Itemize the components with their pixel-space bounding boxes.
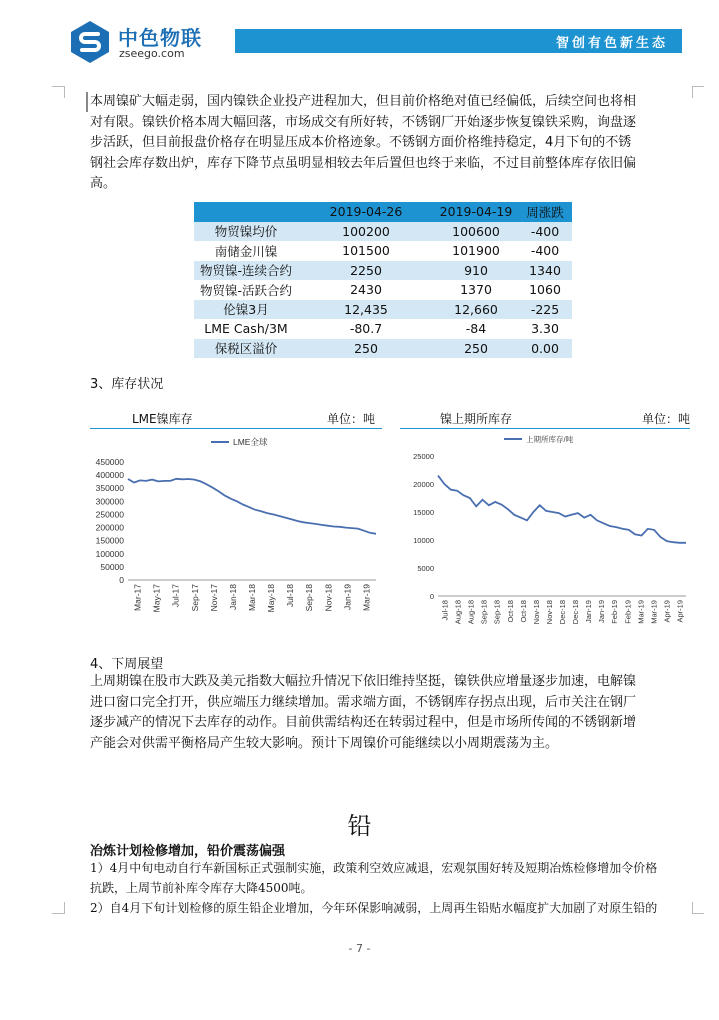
header-banner bbox=[235, 29, 682, 53]
table-cell: -400 bbox=[518, 222, 572, 242]
page-number: - 7 - bbox=[348, 942, 371, 955]
text-line: 上周期镍在股市大跌及美元指数大幅拉升情况下依旧维持坚挺，镍铁供应增量逐步加速，电解镍 bbox=[90, 674, 637, 689]
lead-points bbox=[90, 858, 690, 918]
y-tick-label: 450000 bbox=[95, 457, 124, 467]
x-tick-label: Jul-17 bbox=[170, 584, 181, 608]
table-cell: 100200 bbox=[298, 222, 434, 242]
x-tick-label: Sep-18 bbox=[479, 600, 489, 625]
x-tick-label: Nov-18 bbox=[544, 600, 554, 625]
table-cell: -225 bbox=[518, 300, 572, 320]
legend-label: 上期所库存/吨 bbox=[526, 435, 574, 444]
x-tick-label: Oct-18 bbox=[505, 600, 515, 623]
lead-subheading: 冶炼计划检修增加，铅价震荡偏强 bbox=[90, 844, 286, 859]
table-cell: 101900 bbox=[434, 241, 518, 261]
table-cell: 250 bbox=[298, 339, 434, 359]
table-cell: 1340 bbox=[518, 261, 572, 281]
frame-corner bbox=[52, 913, 64, 914]
table-cell: 物贸镍-连续合约 bbox=[194, 261, 298, 281]
text-line: 钢社会库存数出炉，库存下降节点虽明显相较去年后置但也终于来临，不过目前整体库存依旧偏 bbox=[90, 155, 637, 171]
y-tick-label: 200000 bbox=[95, 522, 124, 533]
table-cell: LME Cash/3M bbox=[194, 319, 298, 339]
y-tick-label: 20000 bbox=[413, 480, 434, 489]
x-tick-label: Dec-18 bbox=[571, 600, 581, 625]
frame-corner bbox=[692, 86, 704, 87]
text-line: 抗跌，上周节前补库令库存大降4500吨。 bbox=[90, 881, 313, 895]
table-cell: 1370 bbox=[434, 280, 518, 300]
table-cell: 12,660 bbox=[434, 300, 518, 320]
x-tick-label: Nov-18 bbox=[323, 584, 334, 612]
series-line bbox=[438, 476, 686, 543]
x-tick-label: Sep-18 bbox=[492, 600, 502, 625]
text-line: 对有限。镍铁价格本周大幅回落，市场成交有所好转，不锈钢厂开始逐步恢复镍铁采购，询盘逐 bbox=[90, 114, 637, 130]
y-tick-label: 50000 bbox=[100, 561, 124, 572]
y-tick-label: 0 bbox=[119, 575, 124, 585]
x-tick-label: Aug-18 bbox=[466, 600, 476, 625]
legend-label: LME全球 bbox=[233, 437, 268, 447]
table-header-cell: 2019-04-26 bbox=[298, 202, 434, 222]
lead-section-heading: 铅 bbox=[347, 812, 372, 840]
table-cell: 2430 bbox=[298, 280, 434, 300]
lme-nickel-inventory-chart bbox=[88, 430, 384, 630]
nickel-price-table bbox=[194, 202, 572, 358]
table-cell: 910 bbox=[434, 261, 518, 281]
y-tick-label: 25000 bbox=[413, 452, 434, 461]
series-line bbox=[128, 479, 376, 534]
table-cell: 0.00 bbox=[518, 339, 572, 359]
frame-corner bbox=[64, 902, 65, 914]
table-cell: 3.30 bbox=[518, 319, 572, 339]
frame-corner bbox=[64, 86, 65, 98]
table-cell: 100600 bbox=[434, 222, 518, 242]
table-cell: 1060 bbox=[518, 280, 572, 300]
table-cell: 2250 bbox=[298, 261, 434, 281]
x-tick-label: May-18 bbox=[266, 584, 277, 613]
y-tick-label: 15000 bbox=[413, 508, 434, 517]
x-tick-label: Mar-17 bbox=[132, 584, 143, 611]
x-tick-label: Nov-17 bbox=[208, 584, 219, 612]
table-row bbox=[194, 300, 572, 320]
table-cell: -84 bbox=[434, 319, 518, 339]
x-tick-label: Jan-19 bbox=[597, 600, 607, 623]
x-tick-label: Mar-18 bbox=[247, 584, 257, 611]
table-header-cell: 周涨跌 bbox=[518, 202, 572, 222]
x-tick-label: Sep-18 bbox=[304, 584, 315, 612]
text-line: 产能会对供需平衡格局产生较大影响。预计下周镍价可能继续以小周期震荡为主。 bbox=[90, 735, 559, 751]
x-tick-label: Jan-19 bbox=[584, 600, 594, 623]
x-tick-label: Feb-19 bbox=[610, 600, 620, 624]
x-tick-label: Mar-19 bbox=[361, 584, 372, 611]
y-tick-label: 0 bbox=[429, 592, 434, 601]
table-header-cell: 2019-04-19 bbox=[434, 202, 518, 222]
table-row bbox=[194, 222, 572, 242]
x-tick-label: Jan-19 bbox=[342, 584, 353, 610]
text-line: 1）4月中旬电动自行车新国标正式强制实施，政策利空效应减退，宏观氛围好转及短期冶炼检修增加令价格 bbox=[90, 861, 658, 875]
chart-title: LME镍库存 bbox=[132, 412, 193, 426]
x-tick-label: Sep-17 bbox=[189, 584, 200, 612]
text-line: 2）自4月下旬计划检修的原生铅企业增加，今年环保影响减弱，上周再生铅贴水幅度扩大加剧了对原生铅的 bbox=[90, 901, 658, 915]
chart-title-rule bbox=[90, 428, 382, 429]
table-cell: 101500 bbox=[298, 241, 434, 261]
y-tick-label: 300000 bbox=[95, 496, 124, 507]
section-heading-outlook: 4、下周展望 bbox=[90, 657, 164, 672]
x-tick-label: Apr-19 bbox=[662, 600, 672, 623]
frame-corner bbox=[692, 86, 693, 98]
y-tick-label: 350000 bbox=[95, 483, 124, 494]
paragraph-marker bbox=[86, 92, 88, 112]
table-cell: 物贸镍-活跃合约 bbox=[194, 280, 298, 300]
logo-domain: zseego.com bbox=[119, 47, 185, 60]
banner-slogan: 智创有色新生态 bbox=[555, 36, 668, 51]
x-tick-label: Mar-19 bbox=[649, 600, 659, 624]
text-line: 高。 bbox=[90, 176, 117, 191]
x-tick-label: Oct-18 bbox=[518, 600, 528, 623]
table-header-row bbox=[194, 202, 572, 222]
x-tick-label: Feb-19 bbox=[623, 600, 633, 624]
text-line: 本周镍矿大幅走弱，国内镍铁企业投产进程加大，但目前价格绝对值已经偏低，后续空间也将相 bbox=[90, 94, 637, 109]
text-line: 进口窗口完全打开，供应端压力继续增加。需求端方面，不锈钢库存拐点出现，后市关注在钢厂 bbox=[90, 694, 637, 710]
table-row bbox=[194, 319, 572, 339]
y-tick-label: 100000 bbox=[95, 548, 124, 559]
table-header-cell bbox=[194, 202, 298, 222]
table-row bbox=[194, 280, 572, 300]
y-tick-label: 10000 bbox=[413, 536, 434, 545]
x-tick-label: Apr-19 bbox=[675, 600, 685, 623]
text-line: 逐步减产的情况下去库存的动作。目前供需结构还在转弱过程中，但是市场所传闻的不锈钢新增 bbox=[90, 715, 637, 730]
chart-title-rule bbox=[400, 428, 690, 429]
section-heading-inventory: 3、库存状况 bbox=[90, 377, 164, 392]
table-cell: 250 bbox=[434, 339, 518, 359]
table-cell: 12,435 bbox=[298, 300, 434, 320]
chart-unit: 单位：吨 bbox=[327, 412, 376, 426]
y-tick-label: 250000 bbox=[95, 509, 124, 520]
chart-unit: 单位：吨 bbox=[642, 412, 691, 426]
x-tick-label: Aug-18 bbox=[453, 600, 463, 625]
text-line: 步活跃，但目前报盘价格存在明显压成本价格迹象。不锈钢方面价格维持稳定，4月下旬的不锈 bbox=[90, 135, 632, 150]
logo-mark-icon bbox=[68, 20, 112, 64]
outlook-paragraph bbox=[90, 672, 688, 754]
x-tick-label: Jul-18 bbox=[285, 584, 296, 608]
frame-corner bbox=[52, 86, 64, 87]
x-tick-label: Jul-18 bbox=[440, 600, 450, 621]
table-cell: -80.7 bbox=[298, 319, 434, 339]
x-tick-label: Jan-18 bbox=[227, 584, 238, 610]
chart-title: 镍上期所库存 bbox=[440, 412, 513, 426]
y-tick-label: 5000 bbox=[417, 564, 434, 573]
shfe-nickel-inventory-chart bbox=[398, 430, 692, 634]
table-row bbox=[194, 339, 572, 359]
x-tick-label: Mar-19 bbox=[636, 600, 646, 624]
y-tick-label: 400000 bbox=[95, 470, 124, 481]
table-row bbox=[194, 261, 572, 281]
x-tick-label: Nov-18 bbox=[531, 600, 541, 625]
y-tick-label: 150000 bbox=[95, 535, 124, 546]
table-cell: 南储金川镍 bbox=[194, 241, 298, 261]
intro-paragraph bbox=[90, 92, 688, 195]
table-cell: -400 bbox=[518, 241, 572, 261]
frame-corner bbox=[692, 913, 704, 914]
table-cell: 保税区溢价 bbox=[194, 339, 298, 359]
company-logo bbox=[68, 20, 208, 65]
table-row bbox=[194, 241, 572, 261]
logo-chinese-name: 中色物联 bbox=[118, 26, 202, 50]
table-cell: 物贸镍均价 bbox=[194, 222, 298, 242]
x-tick-label: May-17 bbox=[151, 584, 162, 613]
table-cell: 伦镍3月 bbox=[194, 300, 298, 320]
x-tick-label: Dec-18 bbox=[558, 600, 567, 625]
